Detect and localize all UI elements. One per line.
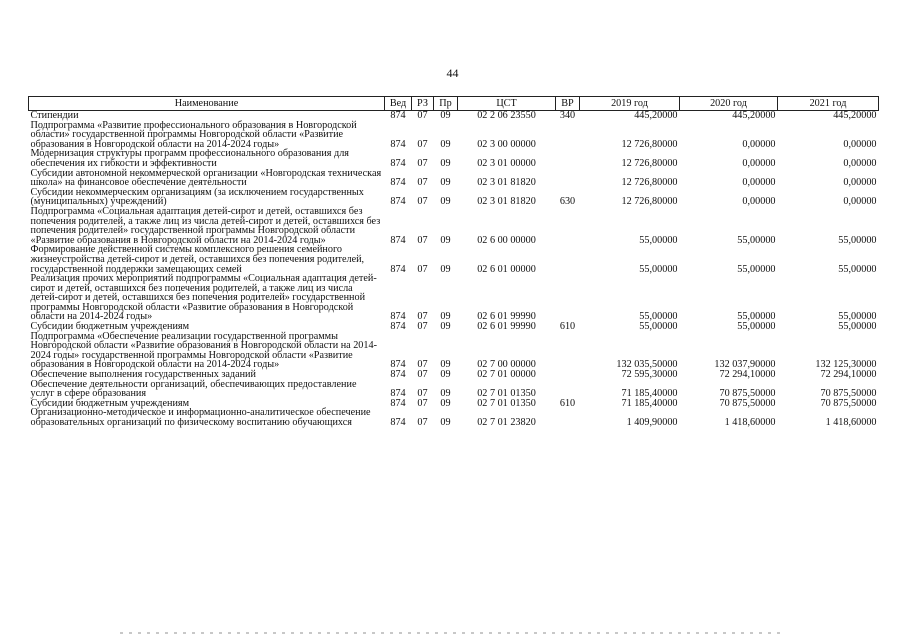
col-header-2019: 2019 год [580, 97, 680, 111]
table-row [29, 245, 879, 274]
cell-ved: 874 [390, 157, 406, 169]
cell-ved: 874 [390, 110, 406, 121]
cell-vr: 340 [559, 110, 576, 121]
table-body [29, 111, 879, 428]
cell-vr: 610 [559, 397, 576, 409]
cell-y2021: 55,00000 [838, 321, 877, 333]
cell-y2019: 71 185,40000 [621, 388, 678, 400]
cell-y2019: 445,20000 [634, 110, 678, 121]
cell-name: Организационно-методическое и информационно-аналитическое обеспечение образовательных организаций по физическому воспитанию обучающихся [30, 407, 371, 428]
table-row [29, 274, 879, 322]
cell-y2020: 0,00000 [742, 138, 776, 150]
cell-vr [556, 149, 580, 168]
cell-name: Стипендии [30, 110, 79, 121]
cell-vr [556, 207, 580, 245]
cell-cst: 02 6 01 99990 [477, 321, 536, 333]
cell-pr: 09 [440, 359, 451, 371]
cell-y2021: 55,00000 [838, 263, 877, 275]
cell-pr: 09 [440, 196, 451, 208]
cell-y2021: 55,00000 [838, 234, 877, 246]
cell-y2019: 132 035,50000 [616, 359, 678, 371]
cell-rz: 07 [417, 311, 428, 323]
cell-cst: 02 6 01 99990 [477, 311, 536, 323]
cell-y2019: 12 726,80000 [621, 177, 678, 189]
cell-name: Формирование действенной системы комплексного решения семейного жизнеустройства детей-сирот и детей, оставшихся без попечения родителей, государственной поддержки замещающих семей [30, 244, 365, 275]
cell-vr: 630 [559, 196, 576, 208]
cell-y2021: 70 875,50000 [820, 397, 877, 409]
cell-rz: 07 [417, 369, 428, 381]
cell-rz: 07 [417, 388, 428, 400]
cell-ved: 874 [390, 359, 406, 371]
cell-y2019: 55,00000 [639, 321, 678, 333]
table-row [29, 408, 879, 427]
table-row [29, 207, 879, 245]
cell-y2020: 132 037,90000 [714, 359, 776, 371]
table-header [29, 97, 879, 111]
cell-pr: 09 [440, 397, 451, 409]
cell-name: Подпрограмма «Обеспечение реализации государственной программы Новгородской области «Развитие образования в Новгородской области на 2014-2024 годы» государственной программы Новгородской области «Развитие образования в Новгородской области на 2014-2024 годы» [30, 330, 377, 371]
col-header-name: Наименование [29, 97, 385, 111]
cell-vr [556, 370, 580, 380]
cell-y2020: 0,00000 [742, 157, 776, 169]
col-header-ved: Вед [385, 97, 412, 111]
cell-cst: 02 3 00 00000 [477, 138, 536, 150]
cell-y2019: 12 726,80000 [621, 157, 678, 169]
cell-y2019: 55,00000 [639, 311, 678, 323]
cell-cst: 02 3 01 81820 [477, 177, 536, 189]
cell-y2020: 55,00000 [737, 321, 776, 333]
page-number: 44 [446, 66, 459, 80]
cell-y2020: 55,00000 [737, 263, 776, 275]
col-header-rz: РЗ [412, 97, 434, 111]
cell-cst: 02 7 01 00000 [477, 369, 536, 381]
cell-y2020: 70 875,50000 [719, 397, 776, 409]
cell-cst: 02 7 00 00000 [477, 359, 536, 371]
cell-cst: 02 7 01 01350 [477, 397, 536, 409]
cell-y2021: 0,00000 [843, 177, 877, 189]
cell-rz: 07 [417, 321, 428, 333]
cell-rz: 07 [417, 157, 428, 169]
cell-vr [556, 274, 580, 322]
table-row [29, 380, 879, 399]
cell-name: Модернизация структуры программ профессионального образования для обеспечения их гибкости и эффективности [30, 148, 349, 169]
cell-pr: 09 [440, 369, 451, 381]
cell-ved: 874 [390, 388, 406, 400]
cell-y2020: 445,20000 [732, 110, 776, 121]
cell-ved: 874 [390, 321, 406, 333]
cell-rz: 07 [417, 397, 428, 409]
cell-vr [556, 121, 580, 150]
cell-y2021: 1 418,60000 [825, 417, 877, 428]
cell-y2020: 55,00000 [737, 311, 776, 323]
cell-ved: 874 [390, 138, 406, 150]
cell-cst: 02 7 01 01350 [477, 388, 536, 400]
cell-name: Обеспечение деятельности организаций, обеспечивающих предоставление услуг в сфере образования [30, 378, 357, 400]
cell-y2021: 72 294,10000 [820, 369, 877, 381]
cell-pr: 09 [440, 138, 451, 150]
cell-rz: 07 [417, 417, 428, 428]
cell-name: Обеспечение выполнения государственных заданий [30, 369, 256, 381]
cell-cst: 02 6 00 00000 [477, 234, 536, 246]
cell-name: Субсидии некоммерческим организациям (за исключением государственных (муниципальных) учреждений) [30, 186, 364, 208]
col-header-2021: 2021 год [778, 97, 879, 111]
col-header-vr: ВР [556, 97, 580, 111]
cell-vr [556, 380, 580, 399]
cell-name: Подпрограмма «Развитие профессионального образования в Новгородской области» государственной программы Новгородской области «Развитие образования в Новгородской области на 2014-2024 годы» [30, 119, 357, 150]
cell-vr [556, 169, 580, 188]
cell-ved: 874 [390, 311, 406, 323]
cell-y2021: 70 875,50000 [820, 388, 877, 400]
cell-pr: 09 [440, 157, 451, 169]
cell-pr: 09 [440, 311, 451, 323]
cell-vr [556, 332, 580, 370]
cell-pr: 09 [440, 110, 451, 121]
cell-y2019: 72 595,30000 [621, 369, 678, 381]
cell-vr: 610 [559, 321, 576, 333]
cell-y2021: 0,00000 [843, 138, 877, 150]
cell-rz: 07 [417, 138, 428, 150]
cell-ved: 874 [390, 417, 406, 428]
cell-y2021: 132 125,30000 [815, 359, 877, 371]
cell-y2021: 445,20000 [833, 110, 877, 121]
cell-rz: 07 [417, 177, 428, 189]
cell-y2020: 55,00000 [737, 234, 776, 246]
cell-y2020: 1 418,60000 [724, 417, 776, 428]
cell-cst: 02 6 01 00000 [477, 263, 536, 275]
col-header-cst: ЦСТ [458, 97, 556, 111]
table-row [29, 332, 879, 370]
cell-ved: 874 [390, 196, 406, 208]
cell-ved: 874 [390, 369, 406, 381]
cell-y2020: 70 875,50000 [719, 388, 776, 400]
cell-name: Субсидии бюджетным учреждениям [30, 321, 190, 333]
cell-ved: 874 [390, 263, 406, 275]
cell-ved: 874 [390, 177, 406, 189]
cell-rz: 07 [417, 263, 428, 275]
table-row [29, 188, 879, 207]
cell-rz: 07 [417, 234, 428, 246]
cell-y2021: 0,00000 [843, 157, 877, 169]
cell-cst: 02 2 06 23550 [477, 110, 536, 121]
cell-rz: 07 [417, 196, 428, 208]
cell-name: Подпрограмма «Социальная адаптация детей-сирот и детей, оставшихся без попечения родителей, а также лиц из числа детей-сирот и детей, оставшихся без попечения родителей» государственной программы Новгородской области «Развитие образования в Новгородской области на 2014-2024 годы» [30, 205, 381, 246]
cell-y2020: 0,00000 [742, 177, 776, 189]
cell-ved: 874 [390, 397, 406, 409]
cell-y2019: 71 185,40000 [621, 397, 678, 409]
cell-y2019: 55,00000 [639, 263, 678, 275]
cell-y2019: 1 409,90000 [626, 417, 678, 428]
cell-pr: 09 [440, 321, 451, 333]
cell-y2020: 0,00000 [742, 196, 776, 208]
table-row [29, 149, 879, 168]
cell-pr: 09 [440, 263, 451, 275]
cell-rz: 07 [417, 359, 428, 371]
cell-cst: 02 7 01 23820 [477, 417, 536, 428]
cell-pr: 09 [440, 177, 451, 189]
table-row [29, 169, 879, 188]
cell-y2019: 12 726,80000 [621, 196, 678, 208]
cell-vr [556, 245, 580, 274]
cell-rz: 07 [417, 110, 428, 121]
cell-vr [556, 408, 580, 427]
cell-cst: 02 3 01 00000 [477, 157, 536, 169]
cell-y2021: 55,00000 [838, 311, 877, 323]
cell-ved: 874 [390, 234, 406, 246]
cell-y2019: 12 726,80000 [621, 138, 678, 150]
col-header-pr: Пр [434, 97, 458, 111]
cell-pr: 09 [440, 417, 451, 428]
cell-cst: 02 3 01 81820 [477, 196, 536, 208]
cell-name: Реализация прочих мероприятий подпрограммы «Социальная адаптация детей-сирот и детей, оставшихся без попечения родителей, а также лиц из числа детей-сирот и детей, оставшихся без попечения родителей» государственной программы Новгородской области «Развитие образования в Новгородской области на 2014-2024 годы» [30, 273, 377, 323]
cell-pr: 09 [440, 388, 451, 400]
cell-name: Субсидии автономной некоммерческой организации «Новгородская техническая школа» на финансовое обеспечение деятельности [30, 167, 382, 189]
scan-noise [120, 632, 780, 634]
cell-name: Субсидии бюджетным учреждениям [30, 397, 190, 409]
col-header-2020: 2020 год [680, 97, 778, 111]
cell-y2021: 0,00000 [843, 196, 877, 208]
cell-y2020: 72 294,10000 [719, 369, 776, 381]
budget-table [28, 96, 879, 428]
cell-y2019: 55,00000 [639, 234, 678, 246]
cell-pr: 09 [440, 234, 451, 246]
table-row [29, 121, 879, 150]
